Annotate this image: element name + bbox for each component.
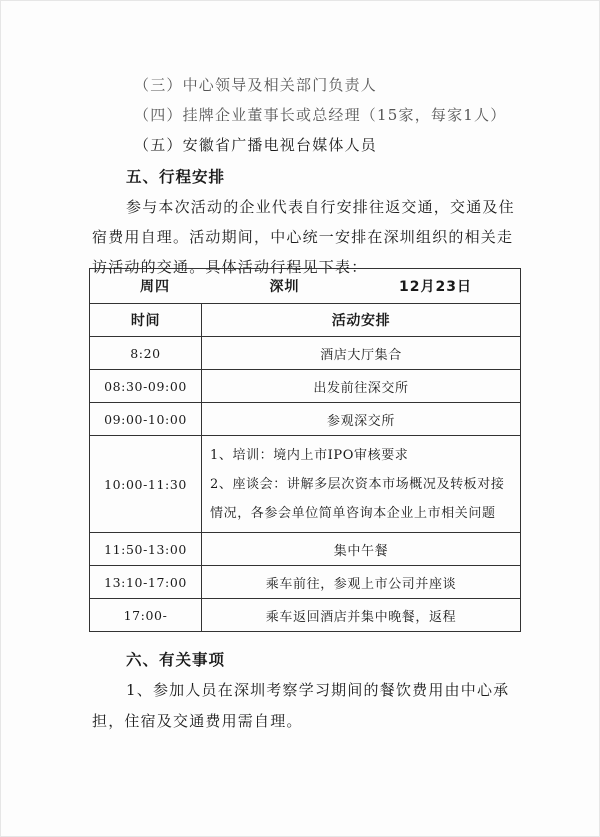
- activity-line: 2、座谈会：讲解多层次资本市场概况及转板对接: [210, 476, 505, 492]
- attendee-item-5: （五）安徽省广播电视台媒体人员: [134, 136, 378, 154]
- column-header-time: 时间: [90, 304, 202, 337]
- activity-line: 1、培训：境内上市IPO审核要求: [210, 447, 409, 463]
- activity-cell: 参观深交所: [202, 403, 521, 436]
- table-row: [90, 566, 521, 599]
- activity-cell: 集中午餐: [202, 533, 521, 566]
- table-row: [90, 533, 521, 566]
- attendee-item-3: （三）中心领导及相关部门负责人: [134, 76, 378, 94]
- section-5-heading: 五、行程安排: [126, 168, 226, 186]
- time-cell: 11:50-13:00: [90, 533, 202, 566]
- city-label: 深圳: [269, 279, 300, 295]
- weekday-label: 周四: [140, 279, 170, 295]
- activity-line: 情况，各参会单位简单咨询本企业上市相关问题: [210, 505, 496, 521]
- activity-cell: 乘车返回酒店并集中晚餐，返程: [202, 599, 521, 632]
- table-row: [90, 370, 521, 403]
- time-cell: 08:30-09:00: [90, 370, 202, 403]
- attendee-item-4: （四）挂牌企业董事长或总经理（15家，每家1人）: [134, 106, 507, 124]
- date-label: 12月23日: [399, 279, 472, 295]
- time-cell: 10:00-11:30: [90, 436, 202, 533]
- table-title-row: [90, 269, 521, 304]
- section-6-paragraph-line-2: 担，住宿及交通费用需自理。: [92, 712, 303, 730]
- section-6-paragraph-line-1: 1、参加人员在深圳考察学习期间的餐饮费用由中心承: [126, 681, 510, 699]
- activity-cell: 乘车前往，参观上市公司并座谈: [202, 566, 521, 599]
- time-cell: 13:10-17:00: [90, 566, 202, 599]
- section-5-paragraph-line-2: 宿费用自理。活动期间，中心统一安排在深圳组织的相关走: [92, 228, 514, 246]
- section-5-paragraph-line-3: 访活动的交通。具体活动行程见下表：: [92, 258, 368, 276]
- section-6-heading: 六、有关事项: [126, 651, 226, 669]
- table-row: [90, 436, 521, 533]
- schedule-table: [89, 268, 521, 632]
- activity-cell-multiline: [202, 436, 521, 533]
- table-row: [90, 337, 521, 370]
- section-5-paragraph-line-1: 参与本次活动的企业代表自行安排往返交通，交通及住: [126, 198, 515, 216]
- column-header-activity: 活动安排: [202, 304, 521, 337]
- table-row: [90, 403, 521, 436]
- table-row: [90, 599, 521, 632]
- activity-cell: 出发前往深交所: [202, 370, 521, 403]
- activity-cell: 酒店大厅集合: [202, 337, 521, 370]
- time-cell: 8:20: [90, 337, 202, 370]
- time-cell: 17:00-: [90, 599, 202, 632]
- column-header-row: [90, 304, 521, 337]
- time-cell: 09:00-10:00: [90, 403, 202, 436]
